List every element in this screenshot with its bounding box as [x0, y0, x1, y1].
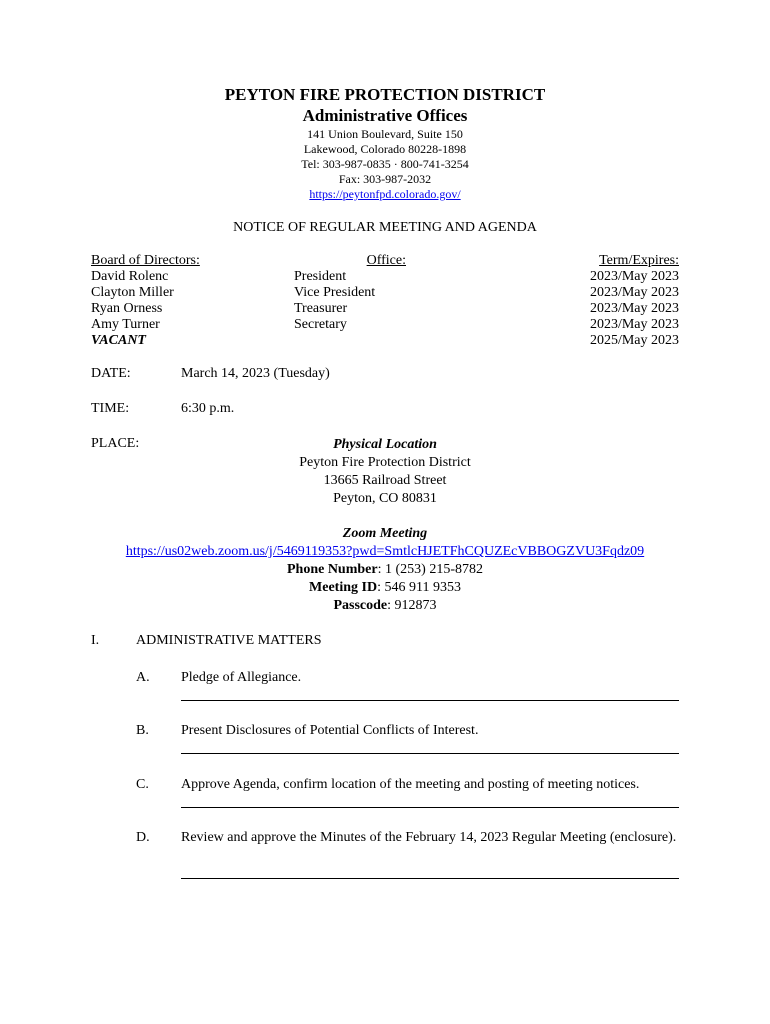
board-term-header: Term/Expires:	[599, 253, 679, 268]
board-member-term: 2023/May 2023	[589, 317, 679, 332]
agenda-item-letter: B.	[136, 723, 149, 738]
signature-rule	[181, 807, 679, 808]
website-line	[0, 187, 770, 202]
place-line-3: Peyton, CO 80831	[333, 491, 437, 506]
zoom-id-label: Meeting ID	[309, 580, 378, 595]
zoom-passcode-label: Passcode	[333, 598, 388, 613]
org-name: PEYTON FIRE PROTECTION DISTRICT	[224, 85, 546, 104]
board-office-header: Office:	[366, 253, 406, 268]
zoom-id-value: : 546 911 9353	[377, 580, 461, 595]
agenda-item-text: Present Disclosures of Potential Conflicts of Interest.	[181, 723, 479, 738]
signature-rule	[181, 753, 679, 754]
agenda-item-letter: D.	[136, 830, 150, 845]
zoom-link[interactable]: https://us02web.zoom.us/j/5469119353?pwd=SmtlcHJETFhCQUZEcVBBOGZVU3Fqdz09	[125, 544, 645, 559]
board-member-term: 2023/May 2023	[589, 301, 679, 316]
agenda-item-text: Approve Agenda, confirm location of the meeting and posting of meeting notices.	[181, 777, 640, 792]
board-member-term: 2023/May 2023	[589, 269, 679, 284]
place-line-2: 13665 Railroad Street	[323, 473, 447, 488]
date-label: DATE:	[91, 366, 131, 381]
zoom-passcode-value: : 912873	[387, 598, 437, 613]
agenda-item-letter: A.	[136, 670, 150, 685]
board-names-column	[91, 253, 200, 349]
address-line-2: Lakewood, Colorado 80228-1898	[303, 142, 467, 156]
section-number: I.	[91, 633, 100, 648]
board-member-name: Amy Turner	[91, 317, 160, 332]
address-line-1: 141 Union Boulevard, Suite 150	[307, 127, 463, 141]
agenda-item-text: Review and approve the Minutes of the February 14, 2023 Regular Meeting (enclosure).	[181, 830, 677, 845]
board-term-column	[590, 253, 679, 349]
office-name: Administrative Offices	[302, 106, 468, 125]
agenda-item-letter: C.	[136, 777, 149, 792]
place-line-1: Peyton Fire Protection District	[299, 455, 471, 470]
zoom-phone-line	[0, 561, 770, 579]
website-link[interactable]: https://peytonfpd.colorado.gov/	[309, 187, 461, 201]
time-value: 6:30 p.m.	[181, 401, 235, 416]
zoom-link-line	[0, 543, 770, 561]
date-value: March 14, 2023 (Tuesday)	[181, 366, 330, 381]
board-names-header: Board of Directors:	[91, 253, 200, 268]
signature-rule	[181, 700, 679, 701]
zoom-phone-value: : 1 (253) 215-8782	[377, 562, 483, 577]
fax-line: Fax: 303-987-2032	[338, 172, 432, 186]
board-member-name: Ryan Orness	[91, 301, 163, 316]
signature-rule	[181, 878, 679, 879]
zoom-title: Zoom Meeting	[342, 526, 428, 541]
board-member-office: Vice President	[294, 285, 376, 300]
section-title: ADMINISTRATIVE MATTERS	[136, 633, 322, 648]
place-label: PLACE:	[91, 436, 140, 451]
zoom-id-line	[0, 579, 770, 597]
zoom-phone-label: Phone Number	[286, 562, 378, 577]
board-member-name: Clayton Miller	[91, 285, 174, 300]
board-member-office: President	[294, 269, 347, 284]
notice-title: NOTICE OF REGULAR MEETING AND AGENDA	[233, 220, 537, 235]
board-member-office: Treasurer	[294, 301, 348, 316]
board-office-column	[294, 253, 406, 333]
board-member-name: David Rolenc	[91, 269, 169, 284]
agenda-item-text: Pledge of Allegiance.	[181, 670, 302, 685]
time-label: TIME:	[91, 401, 130, 416]
board-member-term: 2025/May 2023	[589, 333, 679, 348]
board-member-term: 2023/May 2023	[589, 285, 679, 300]
board-member-name: VACANT	[91, 333, 146, 348]
zoom-passcode-line	[0, 597, 770, 615]
board-member-office: Secretary	[294, 317, 347, 332]
phone-line: Tel: 303-987-0835 · 800-741-3254	[301, 157, 469, 171]
place-title: Physical Location	[333, 437, 437, 452]
